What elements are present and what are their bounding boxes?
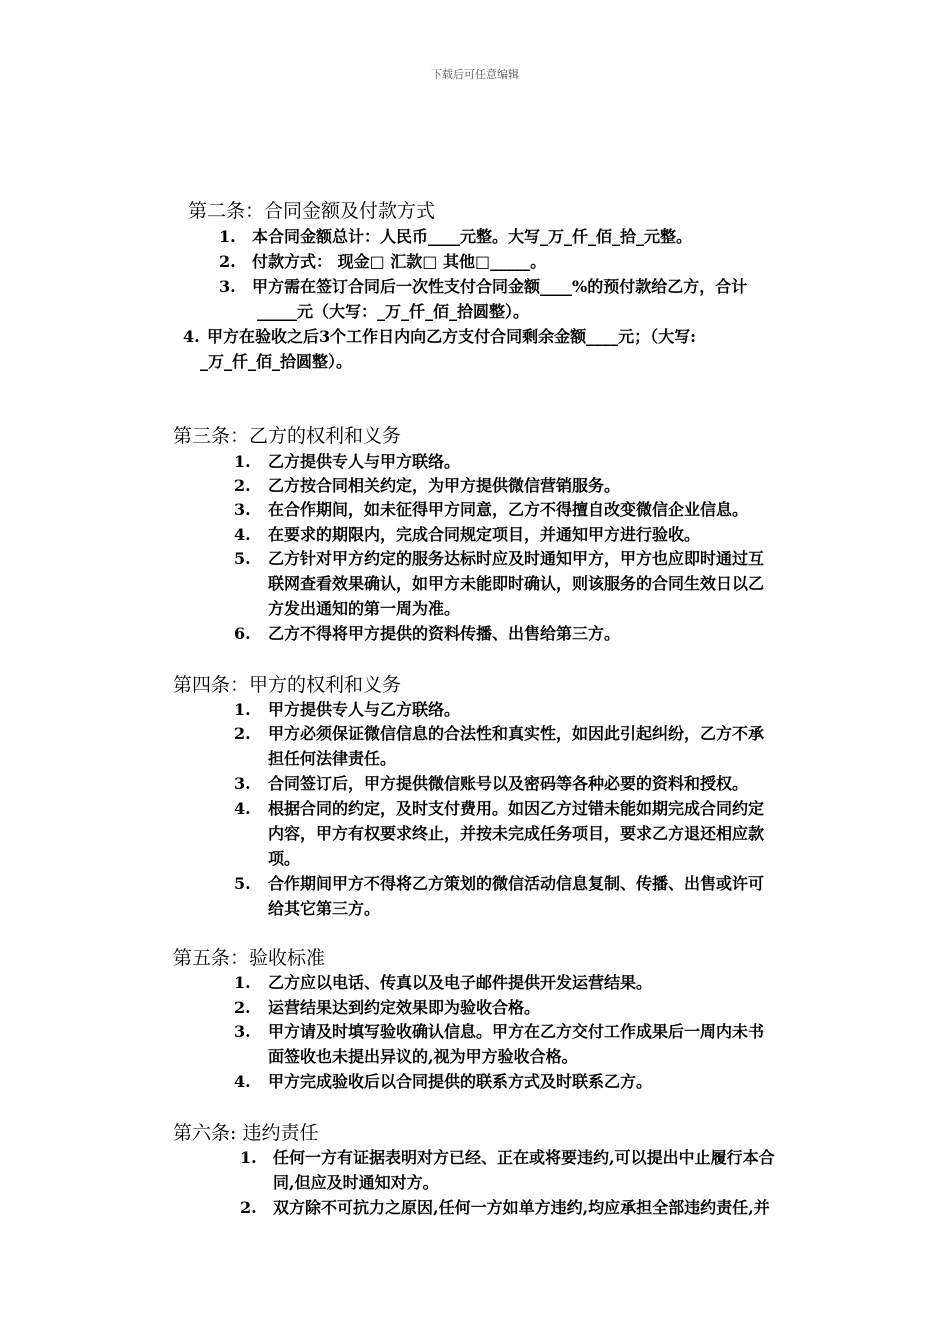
item-text: 在要求的期限内，完成合同规定项目，并通知甲方进行验收。 [268, 525, 701, 544]
item-number: 4. [234, 525, 251, 544]
item-number: 3. [234, 1022, 251, 1041]
item-number: 3. [234, 500, 251, 519]
item-number: 1. [234, 452, 251, 471]
item-text: 甲方提供专人与乙方联络。 [268, 700, 461, 719]
item-text: 甲方请及时填写验收确认信息。甲方在乙方交付工作成果后一周内未书 [268, 1022, 765, 1041]
item-text: 乙方针对甲方约定的服务达标时应及时通知甲方，甲方也应即时通过互 [268, 549, 765, 568]
item-number: 4. [234, 1072, 251, 1091]
item-number: 2. [234, 724, 251, 743]
item-text: 合作期间甲方不得将乙方策划的微信活动信息复制、传播、出售或许可 [268, 874, 765, 893]
item-text-cont: 方发出通知的第一周为准。 [268, 599, 461, 618]
item-text-cont: _____元（大写：_万_仟_佰_拾圆整）。 [257, 302, 530, 321]
item-number: 2. [234, 998, 251, 1017]
item-number: 2. [219, 252, 236, 271]
item-number: 4. [183, 327, 200, 346]
item-text-cont: 项。 [268, 849, 301, 868]
item-number: 5. [234, 874, 251, 893]
item-text: 付款方式： 现金□ 汇款□ 其他□_____。 [252, 252, 547, 271]
item-text: 甲方完成验收后以合同提供的联系方式及时联系乙方。 [268, 1072, 653, 1091]
section-3-title: 第三条：乙方的权利和义务 [173, 425, 402, 447]
item-text: 甲方在验收之后3个工作日内向乙方支付合同剩余金额____元；（大写: [207, 327, 697, 346]
item-text: 在合作期间，如未征得甲方同意，乙方不得擅自改变微信企业信息。 [268, 500, 749, 519]
item-text: 乙方按合同相关约定，为甲方提供微信营销服务。 [268, 476, 621, 495]
section-5-title: 第五条：验收标准 [173, 947, 326, 969]
item-text-cont: 面签收也未提出异议的,视为甲方验收合格。 [268, 1047, 578, 1066]
item-number: 3. [219, 277, 236, 296]
item-text-cont: _万_仟_佰_拾圆整）。 [200, 352, 353, 371]
item-text-cont: 担任何法律责任。 [268, 749, 397, 768]
item-text: 任何一方有证据表明对方已经、正在或将要违约,可以提出中止履行本合 [273, 1148, 775, 1167]
item-number: 3. [234, 774, 251, 793]
item-text: 乙方应以电话、传真以及电子邮件提供开发运营结果。 [268, 973, 653, 992]
item-text: 甲方需在签订合同后一次性支付合同金额____%的预付款给乙方，合计 [252, 277, 748, 296]
item-text-cont: 内容，甲方有权要求终止，并按未完成任务项目，要求乙方退还相应款 [268, 824, 765, 843]
item-text: 运营结果达到约定效果即为验收合格。 [268, 998, 541, 1017]
item-number: 5. [234, 549, 251, 568]
item-number: 1. [240, 1148, 257, 1167]
item-text: 乙方提供专人与甲方联络。 [268, 452, 461, 471]
section-4-title: 第四条：甲方的权利和义务 [173, 674, 402, 696]
item-number: 4. [234, 799, 251, 818]
item-number: 1. [234, 973, 251, 992]
item-text: 甲方必须保证微信信息的合法性和真实性，如因此引起纠纷，乙方不承 [268, 724, 765, 743]
item-text-cont: 给其它第三方。 [268, 899, 381, 918]
item-text-cont: 同,但应及时通知对方。 [273, 1173, 439, 1192]
item-text-cont: 联网查看效果确认，如甲方未能即时确认，则该服务的合同生效日以乙 [268, 574, 765, 593]
section-2-title: 第二条：合同金额及付款方式 [188, 200, 436, 222]
item-number: 1. [219, 227, 236, 246]
item-number: 2. [240, 1198, 257, 1217]
item-number: 2. [234, 476, 251, 495]
item-text: 本合同金额总计：人民币____元整。大写_万_仟_佰_拾_元整。 [252, 227, 693, 246]
item-number: 6. [234, 624, 251, 643]
section-6-title: 第六条: 违约责任 [173, 1122, 319, 1144]
item-text: 乙方不得将甲方提供的资料传播、出售给第三方。 [268, 624, 621, 643]
item-text: 双方除不可抗力之原因,任何一方如单方违约,均应承担全部违约责任,并 [273, 1198, 770, 1217]
item-text: 合同签订后，甲方提供微信账号以及密码等各种必要的资料和授权。 [268, 774, 749, 793]
item-number: 1. [234, 700, 251, 719]
item-text: 根据合同的约定，及时支付费用。如因乙方过错未能如期完成合同约定 [268, 799, 765, 818]
page-header: 下载后可任意编辑 [431, 68, 519, 81]
